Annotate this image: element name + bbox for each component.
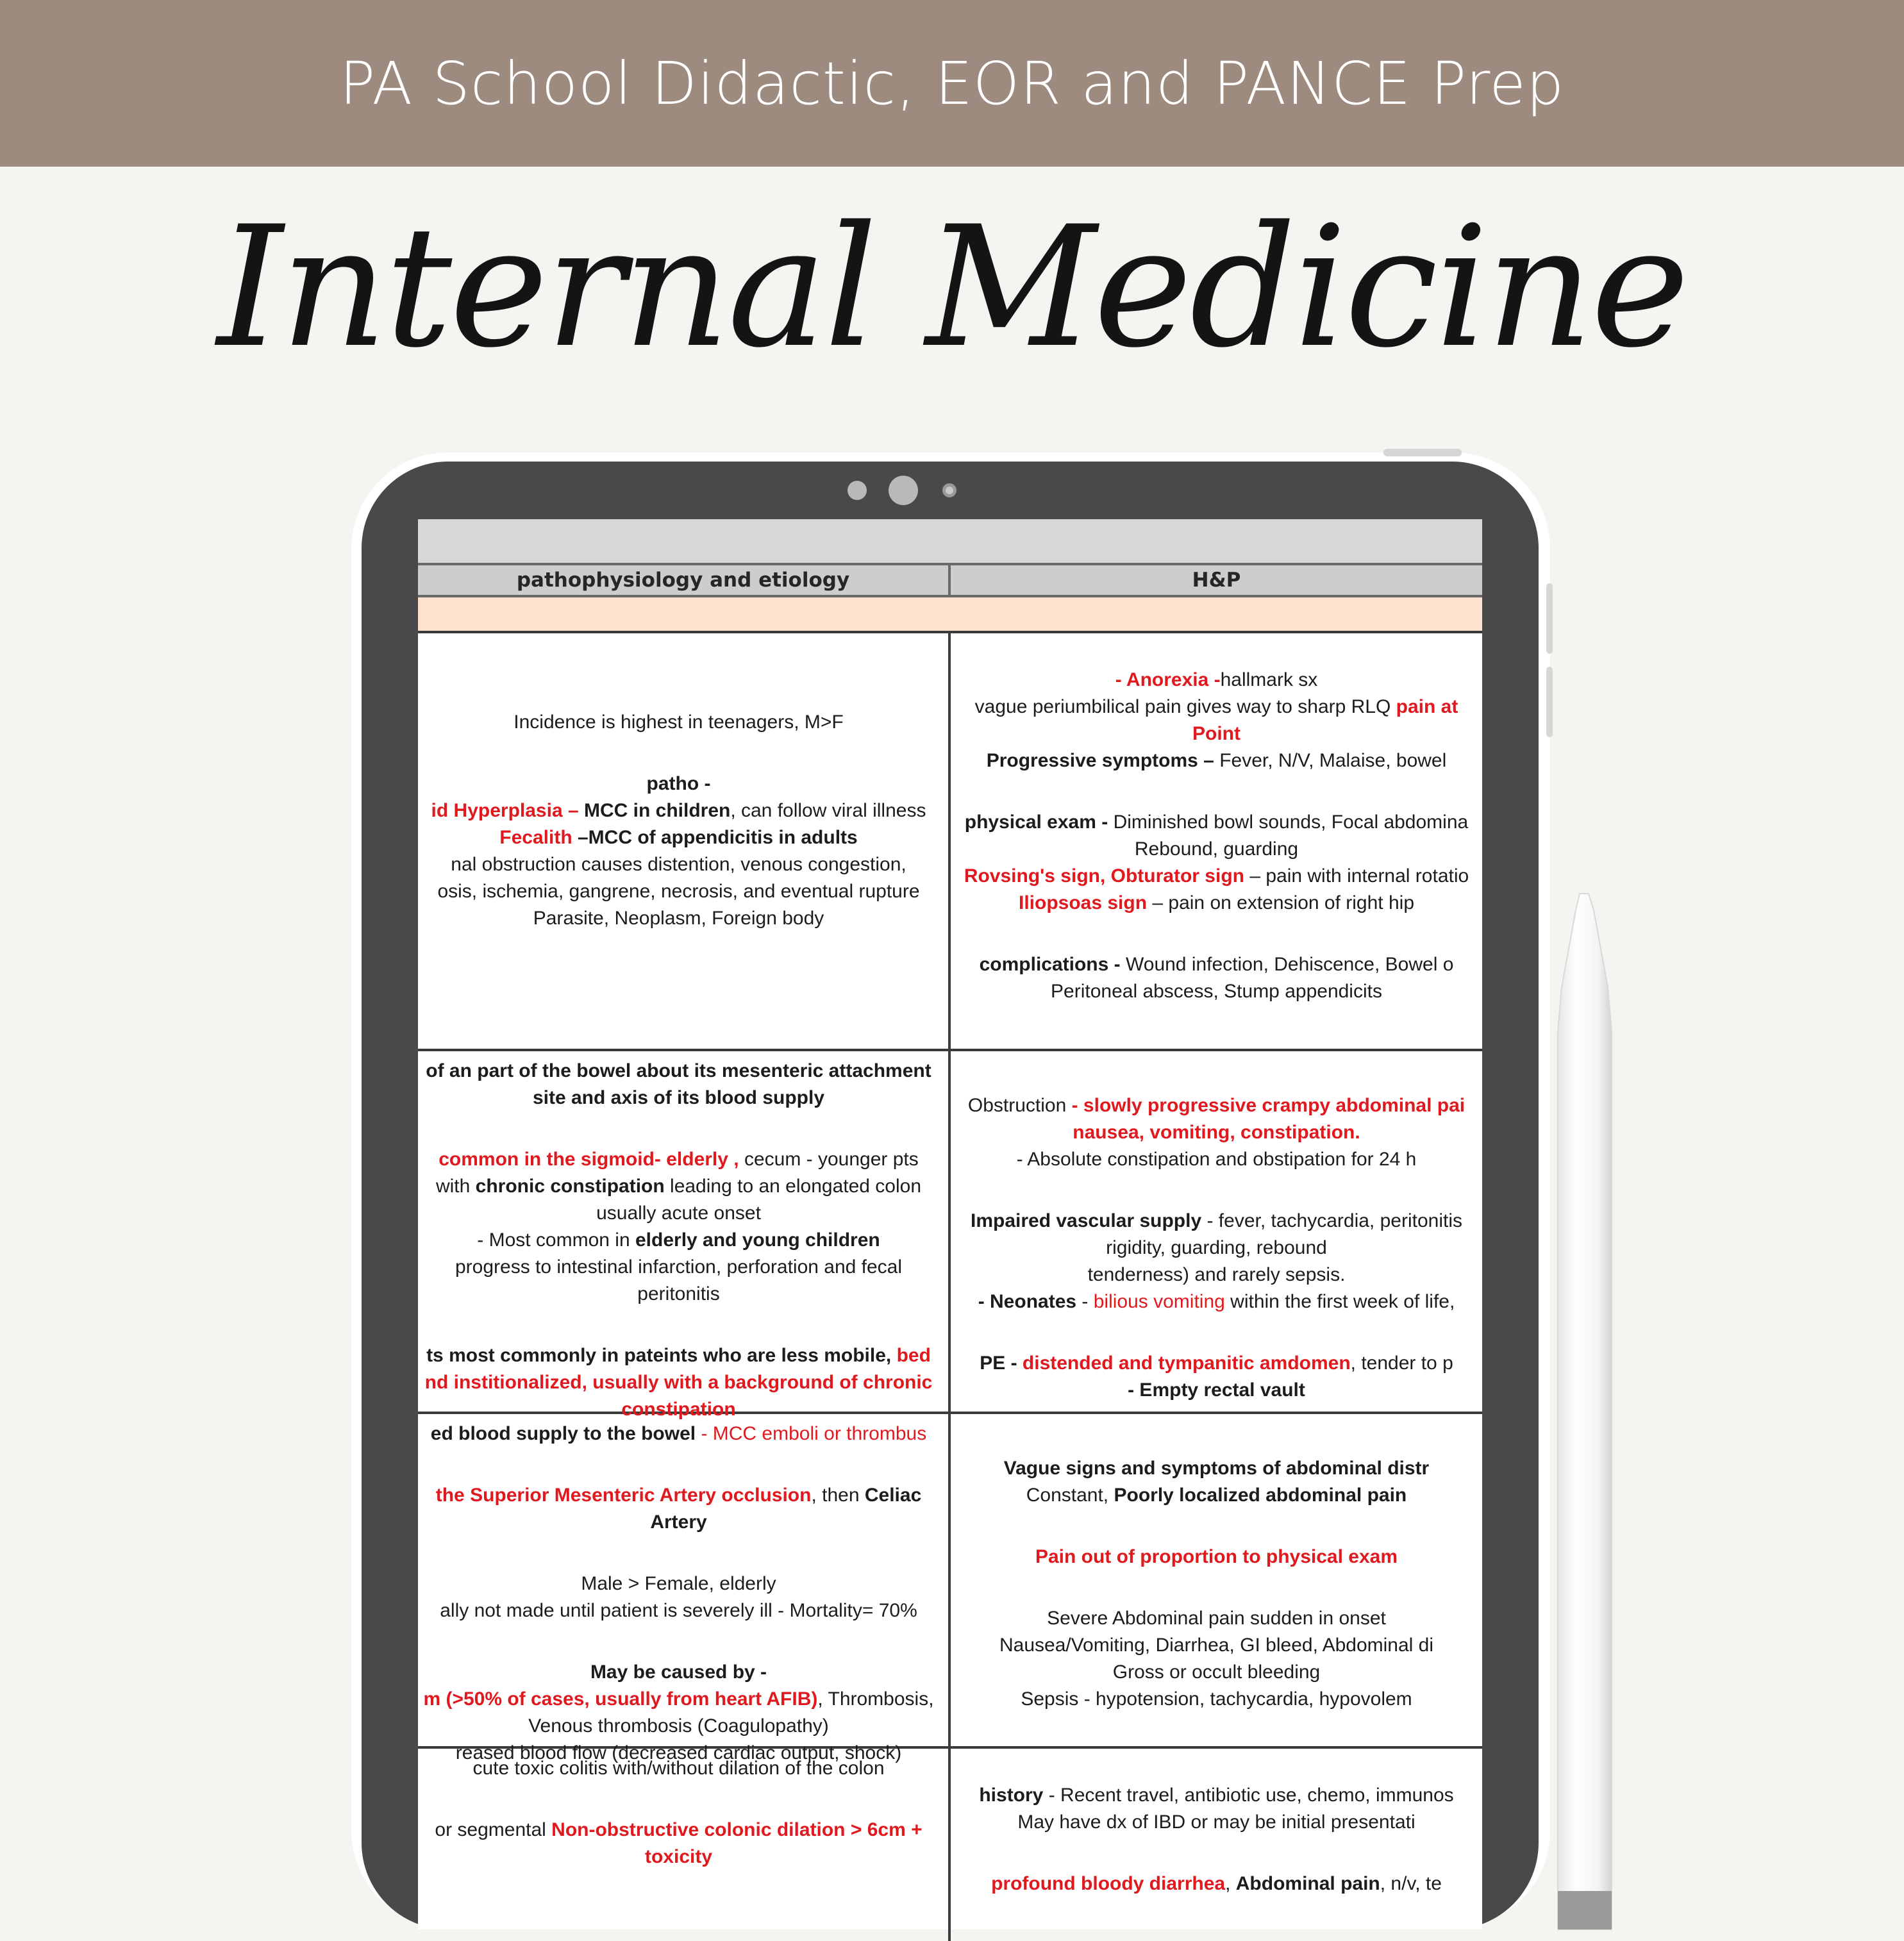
table-text: Pain out of proportion to physical exam — [1035, 1546, 1398, 1567]
table-text: Constant, Poorly localized abdominal pain — [1026, 1485, 1407, 1506]
table-text: - Empty rectal vault — [1128, 1379, 1305, 1401]
table-row — [418, 1414, 1482, 1763]
cell-hp[interactable] — [948, 633, 1482, 1049]
table-text: ally not made until patient is severely ill - Mortality= 70% — [440, 1600, 917, 1621]
header-hp[interactable]: H&P — [948, 565, 1482, 595]
table-text: Peritoneal abscess, Stump appendicits — [1051, 981, 1382, 1002]
table-text: - Most common in elderly and young children — [477, 1229, 880, 1251]
table-text: vague periumbilical pain gives way to sharp RLQ pain at — [974, 696, 1458, 717]
cell-hp[interactable] — [948, 1414, 1482, 1746]
table-text: Progressive symptoms – Fever, N/V, Malaise, bowel — [986, 750, 1447, 771]
tablet-volume-up-button — [1546, 583, 1553, 654]
table-text: site and axis of its blood supply — [532, 1087, 825, 1108]
tablet-top-button — [1383, 449, 1462, 456]
table-text: ed blood supply to the bowel - MCC emboli or thrombus — [430, 1423, 927, 1444]
table-text: patho - — [646, 773, 711, 794]
table-text: Venous thrombosis (Coagulopathy) — [528, 1715, 829, 1737]
table-header-row — [418, 563, 1482, 597]
table-text: m (>50% of cases, usually from heart AFIB), Thrombosis, — [423, 1688, 934, 1710]
table-text: usually acute onset — [596, 1203, 761, 1224]
cell-pathophysiology[interactable] — [418, 633, 948, 1049]
cell-pathophysiology[interactable] — [418, 1051, 948, 1420]
table-text: Point — [1192, 723, 1240, 744]
table-text: tenderness) and rarely sepsis. — [1087, 1264, 1346, 1285]
camera-sensor-icon — [848, 481, 867, 500]
table-text: Gross or occult bleeding — [1112, 1662, 1321, 1683]
table-text: PE - distended and tympanitic amdomen, tender to p — [980, 1353, 1453, 1374]
camera-lens-icon — [889, 476, 918, 505]
table-row — [418, 1749, 1482, 1941]
table-text: with chronic constipation leading to an elongated colon — [435, 1176, 922, 1197]
table-text: May have dx of IBD or may be initial presentati — [1017, 1812, 1415, 1833]
table-row — [418, 1051, 1482, 1420]
table-text: - Neonates - bilious vomiting within the first week of life, — [978, 1291, 1455, 1312]
camera-flash-icon — [942, 483, 956, 497]
table-text: Male > Female, elderly — [581, 1573, 776, 1594]
table-text: rigidity, guarding, rebound — [1106, 1237, 1327, 1258]
table-text: reased blood flow (decreased cardiac output, shock) — [455, 1742, 902, 1763]
top-banner — [0, 0, 1904, 167]
table-text: history - Recent travel, antibiotic use, chemo, immunos — [979, 1785, 1454, 1806]
table-text: Rebound, guarding — [1134, 838, 1299, 860]
table-text: Artery — [650, 1512, 707, 1533]
table-text: Iliopsoas sign – pain on extension of right hip — [1019, 892, 1414, 913]
cell-pathophysiology[interactable] — [418, 1749, 948, 1941]
table-text: - Anorexia -hallmark sx — [1115, 669, 1318, 690]
cell-hp[interactable] — [948, 1749, 1482, 1941]
table-text: physical exam - Diminished bowl sounds, Focal abdomina — [964, 812, 1469, 833]
table-text: May be caused by - — [590, 1662, 767, 1683]
table-text: or segmental Non-obstructive colonic dilation > 6cm + — [435, 1819, 923, 1840]
cell-hp[interactable] — [948, 1051, 1482, 1412]
table-text: Parasite, Neoplasm, Foreign body — [533, 908, 824, 929]
tablet-volume-down-button — [1546, 667, 1553, 737]
table-text: common in the sigmoid- elderly , cecum - younger pts — [438, 1149, 919, 1170]
table-text: ts most commonly in pateints who are less mobile, bed — [426, 1345, 931, 1366]
table-text: osis, ischemia, gangrene, necrosis, and eventual rupture — [437, 881, 920, 902]
table-text: nausea, vomiting, constipation. — [1073, 1122, 1360, 1143]
table-text: Fecalith –MCC of appendicitis in adults — [499, 827, 858, 848]
table-text: - Absolute constipation and obstipation for 24 h — [1016, 1149, 1417, 1170]
section-band — [418, 597, 1482, 633]
table-text: the Superior Mesenteric Artery occlusion, then Celiac — [435, 1485, 922, 1506]
page-title: Internal Medicine — [217, 191, 1687, 385]
table-text: Nausea/Vomiting, Diarrhea, GI bleed, Abdominal di — [999, 1635, 1434, 1656]
table-text: peritonitis — [637, 1283, 720, 1304]
table-text: Vague signs and symptoms of abdominal distr — [1003, 1458, 1430, 1479]
table-row — [418, 633, 1482, 1051]
stylus-pencil-icon — [1551, 891, 1618, 1929]
header-pathophysiology[interactable]: pathophysiology and etiology — [516, 569, 850, 592]
spreadsheet-toolbar — [418, 519, 1482, 563]
table-text: Sepsis - hypotension, tachycardia, hypovolem — [1021, 1688, 1412, 1710]
table-text: nd institionalized, usually with a background of chronic — [424, 1372, 933, 1393]
table-text: complications - Wound infection, Dehiscence, Bowel o — [979, 954, 1454, 975]
tablet-screen — [418, 519, 1482, 1929]
table-text: constipation — [621, 1399, 736, 1420]
table-text: of an part of the bowel about its mesenteric attachment — [426, 1060, 931, 1081]
table-text: Impaired vascular supply - fever, tachycardia, peritonitis — [970, 1210, 1462, 1231]
table-text: progress to intestinal infarction, perforation and fecal — [455, 1256, 903, 1278]
table-text: Incidence is highest in teenagers, M>F — [514, 712, 844, 733]
table-text: cute toxic colitis with/without dilation of the colon — [472, 1758, 885, 1779]
cell-pathophysiology[interactable] — [418, 1414, 948, 1763]
table-text: profound bloody diarrhea, Abdominal pain, n/v, te — [991, 1873, 1442, 1894]
banner-text: PA School Didactic, EOR and PANCE Prep — [339, 49, 1565, 118]
table-text: Obstruction - slowly progressive crampy abdominal pai — [967, 1095, 1466, 1116]
table-text: nal obstruction causes distention, venous congestion, — [451, 854, 906, 875]
table-text: toxicity — [644, 1846, 713, 1867]
table-text: Rovsing's sign, Obturator sign – pain with internal rotatio — [964, 865, 1469, 887]
table-text: id Hyperplasia – MCC in children, can follow viral illness — [431, 800, 926, 821]
table-text: Severe Abdominal pain sudden in onset — [1047, 1608, 1386, 1629]
